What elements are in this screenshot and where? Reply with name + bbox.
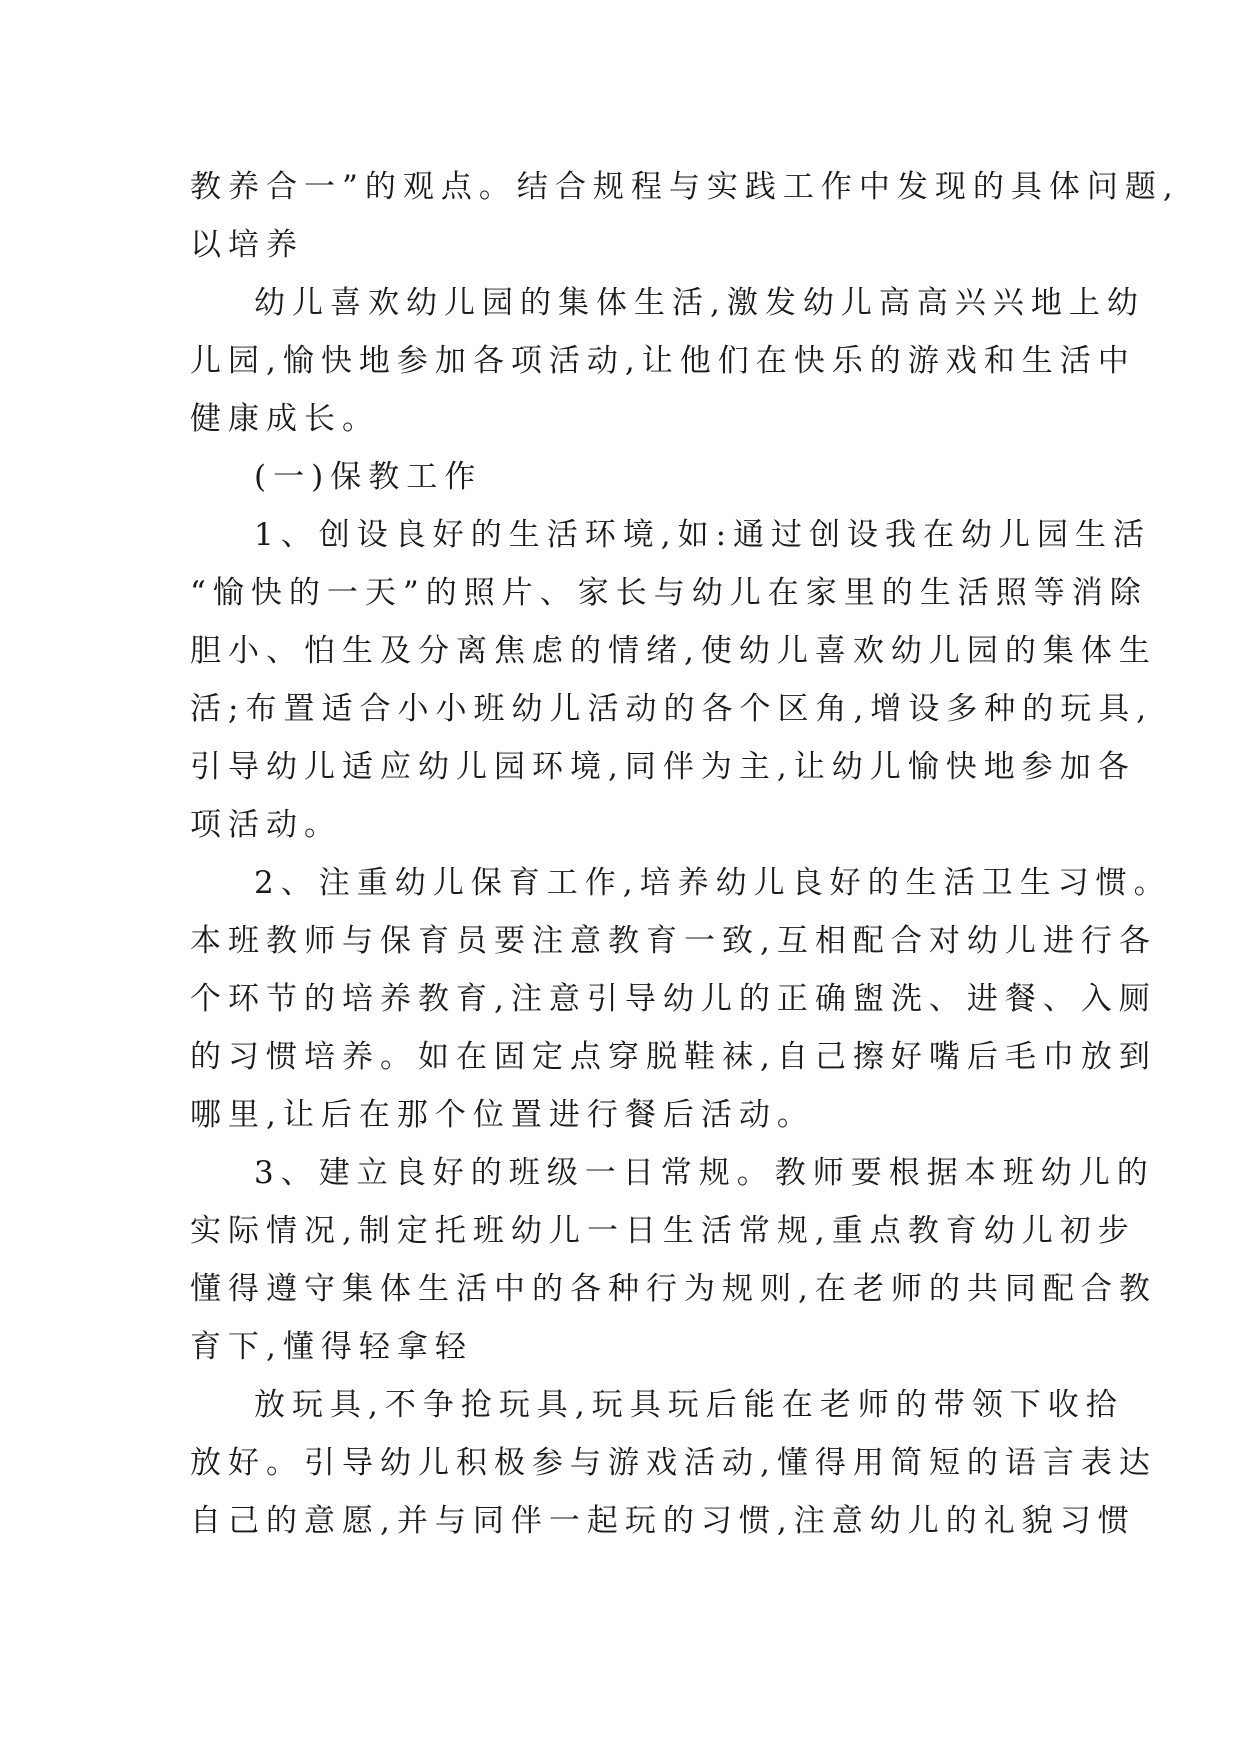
- text-line: 儿园,愉快地参加各项活动,让他们在快乐的游戏和生活中: [190, 343, 1136, 379]
- text-line: 幼儿喜欢幼儿园的集体生活,激发幼儿高高兴兴地上幼: [254, 285, 1145, 321]
- paragraph: [190, 1376, 1157, 1550]
- paragraph: [190, 1144, 1157, 1376]
- text-line: 实际情况,制定托班幼儿一日生活常规,重点教育幼儿初步: [190, 1213, 1136, 1249]
- text-line: 活;布置适合小小班幼儿活动的各个区角,增设多种的玩具,: [190, 691, 1154, 727]
- text-line: 1、创设良好的生活环境,如:通过创设我在幼儿园生活: [254, 517, 1152, 553]
- text-line: 胆小、怕生及分离焦虑的情绪,使幼儿喜欢幼儿园的集体生: [190, 633, 1157, 669]
- text-line: 哪里,让后在那个位置进行餐后活动。: [190, 1097, 815, 1133]
- text-line: 项活动。: [190, 807, 342, 843]
- text-line: 本班教师与保育员要注意教育一致,互相配合对幼儿进行各: [190, 923, 1157, 959]
- paragraph: [190, 854, 1172, 1144]
- text-line: 引导幼儿适应幼儿园环境,同伴为主,让幼儿愉快地参加各: [190, 749, 1136, 785]
- text-line: 的习惯培养。如在固定点穿脱鞋袜,自己擦好嘴后毛巾放到: [190, 1039, 1157, 1075]
- text-line: 健康成长。: [190, 401, 380, 437]
- text-line: “愉快的一天”的照片、家长与幼儿在家里的生活照等消除: [190, 575, 1148, 611]
- text-line: 放好。引导幼儿积极参与游戏活动,懂得用简短的语言表达: [190, 1445, 1157, 1481]
- text-line: 自己的意愿,并与同伴一起玩的习惯,注意幼儿的礼貌习惯: [190, 1503, 1136, 1539]
- paragraph: [190, 506, 1157, 854]
- text-line: 个环节的培养教育,注意引导幼儿的正确盥洗、进餐、入厕: [190, 981, 1157, 1017]
- text-line: 教养合一”的观点。结合规程与实践工作中发现的具体问题,: [190, 169, 1180, 205]
- text-line: 以培养: [190, 227, 304, 263]
- text-line: 放玩具,不争抢玩具,玩具玩后能在老师的带领下收拾: [254, 1387, 1124, 1423]
- document-page: [190, 158, 1180, 1550]
- text-line: 懂得遵守集体生活中的各种行为规则,在老师的共同配合教: [190, 1271, 1157, 1307]
- text-line: 育下,懂得轻拿轻: [190, 1329, 473, 1365]
- text-line: 2、注重幼儿保育工作,培养幼儿良好的生活卫生习惯。: [254, 865, 1172, 901]
- text-line: 3、建立良好的班级一日常规。教师要根据本班幼儿的: [254, 1155, 1155, 1191]
- paragraph: [190, 158, 1180, 274]
- heading-line: (一)保教工作: [254, 459, 483, 495]
- paragraph: [190, 274, 1145, 448]
- section-heading: [190, 448, 1050, 506]
